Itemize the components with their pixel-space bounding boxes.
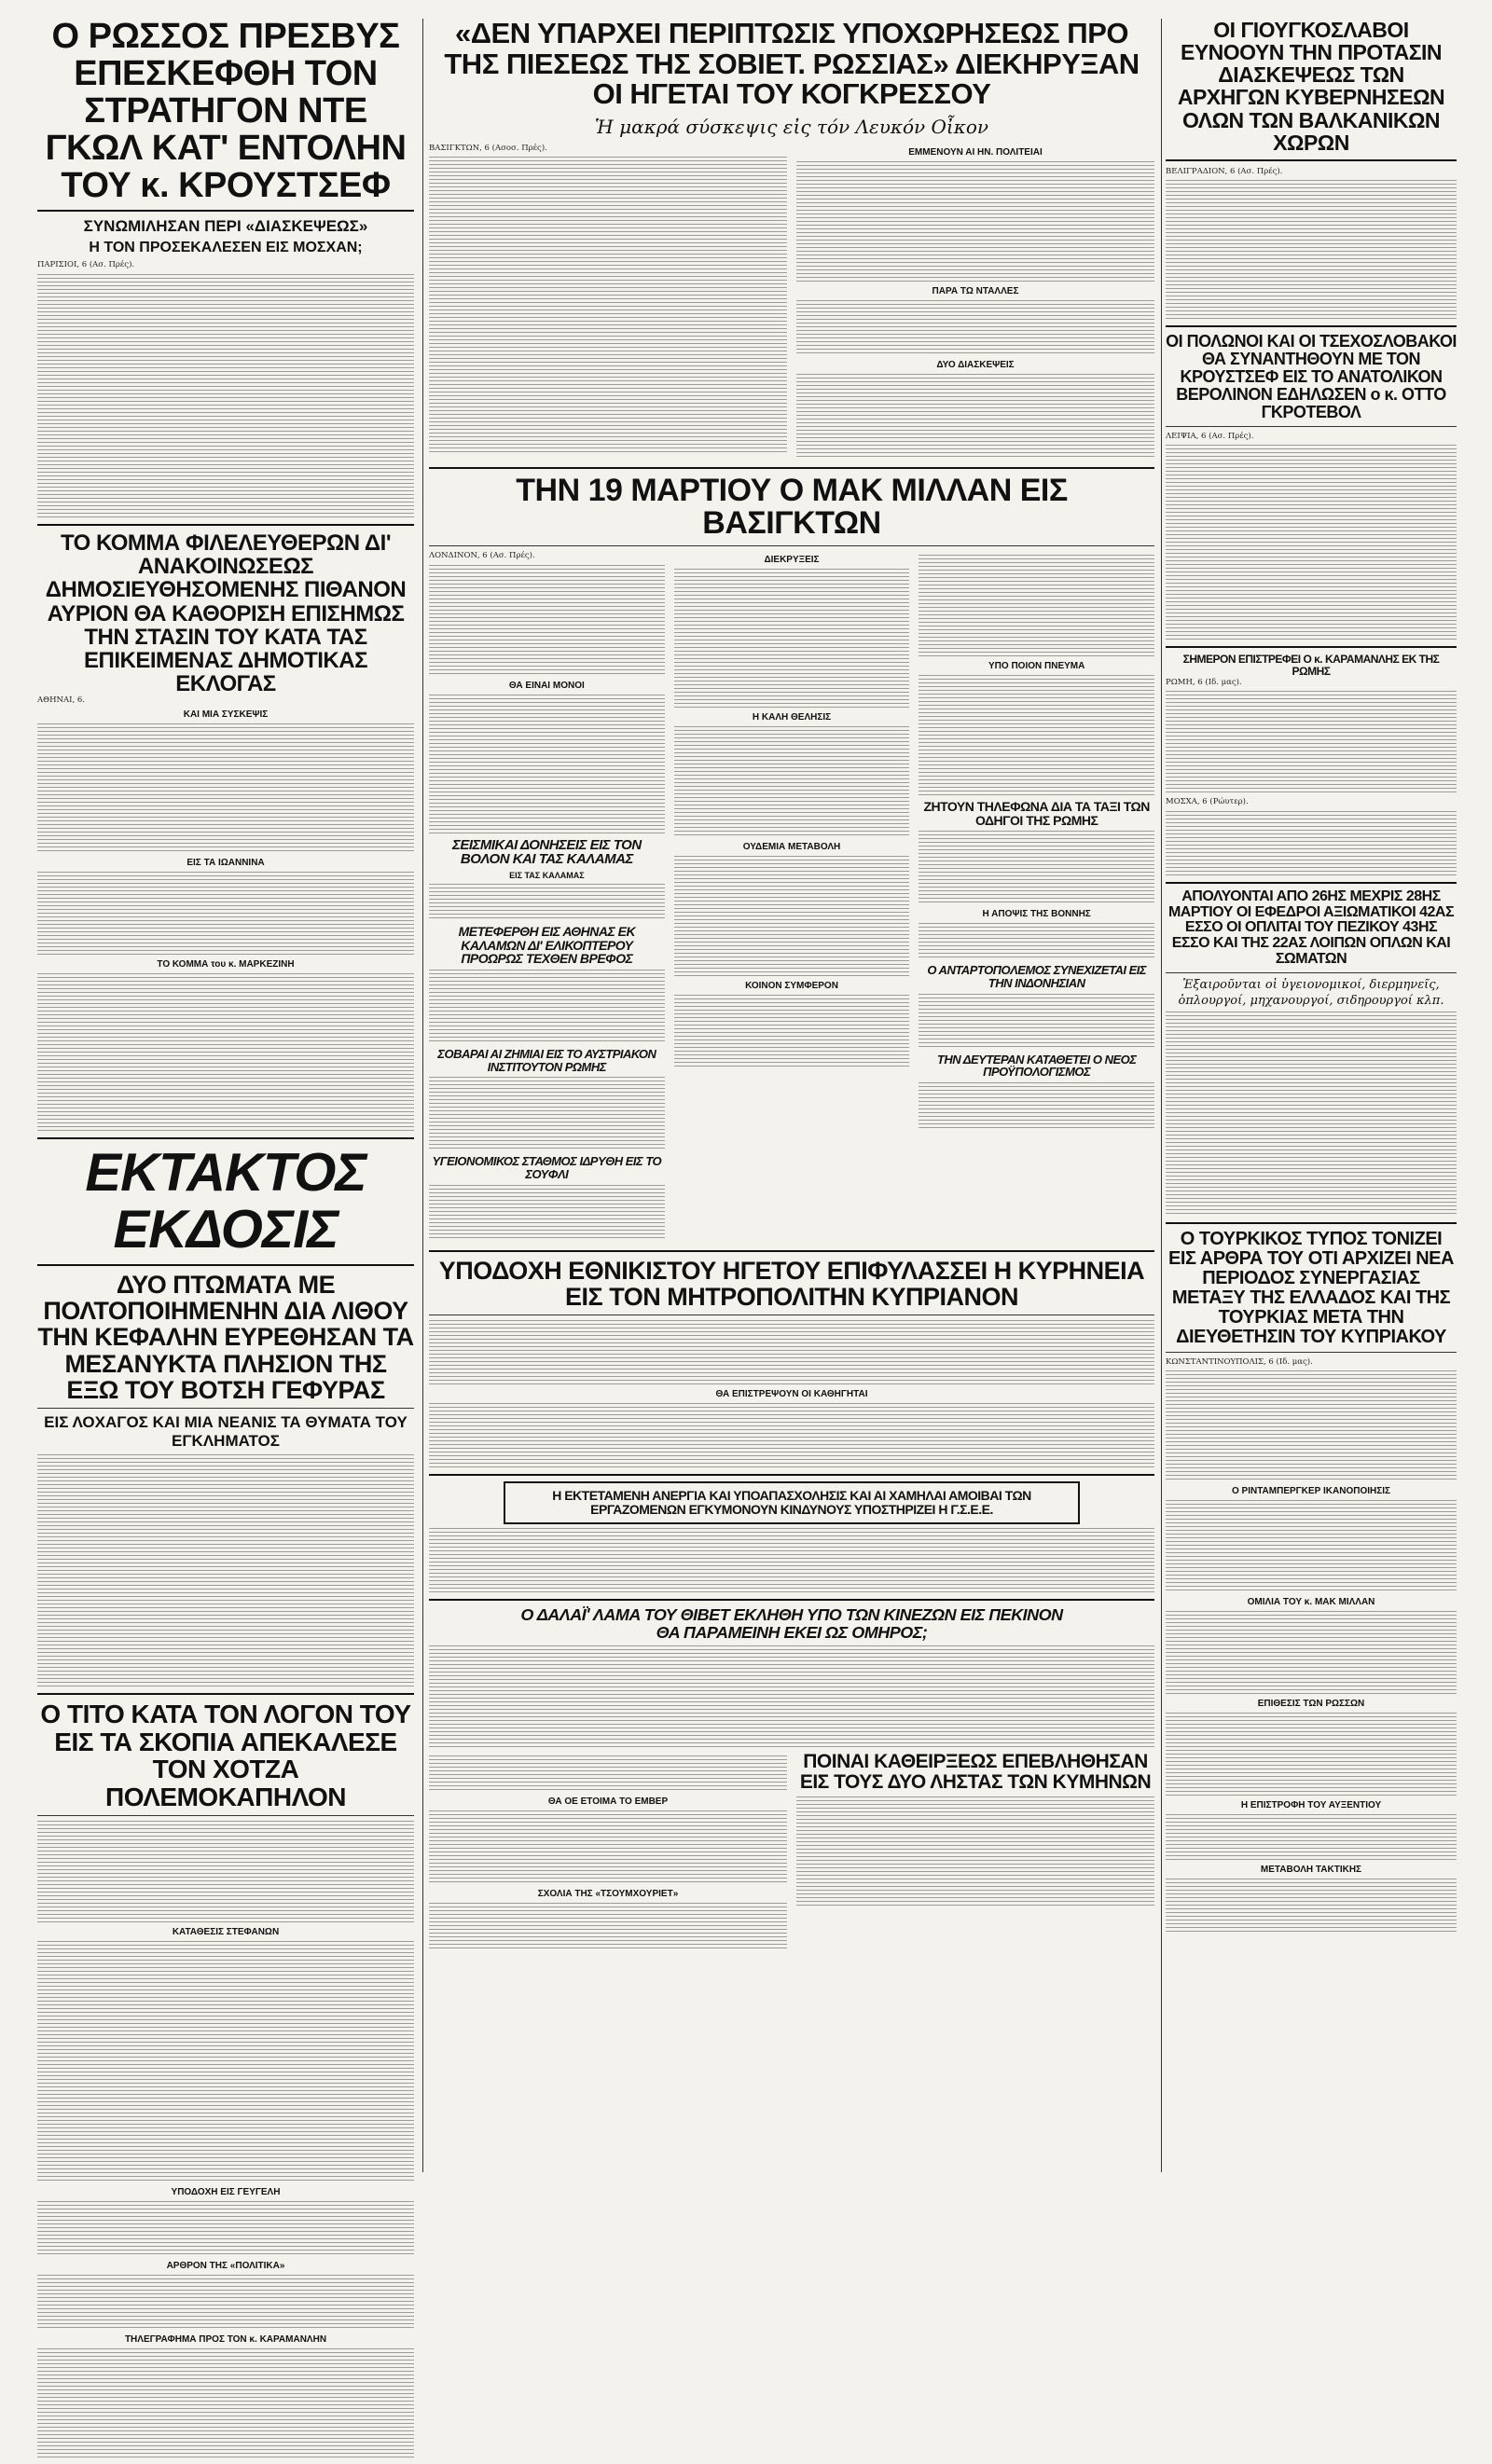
- dateline-washington: ΒΑΣΙΓΚΤΩΝ, 6 (Ασοσ. Πρές).: [429, 143, 547, 153]
- article-body-text: [1166, 180, 1457, 320]
- section-afxentiou: Η ΕΠΙΣΤΡΟΦΗ ΤΟΥ ΑΥΞΕΝΤΙΟΥ: [1240, 1800, 1382, 1811]
- section-russian-attack: ΕΠΙΘΕΣΙΣ ΤΩΝ ΡΩΣΣΩΝ: [1257, 1699, 1365, 1710]
- article-body-text: [919, 923, 1154, 960]
- left-column: [37, 19, 414, 2464]
- dateline-moscow: ΜΟΣΧΑ, 6 (Ρώυτερ).: [1166, 797, 1249, 807]
- section-gevgelija: ΥΠΟΔΟΧΗ ΕΙΣ ΓΕΥΓΕΛΗ: [171, 2187, 281, 2198]
- article-body-text: [429, 1810, 787, 1885]
- subheadline-exceptions-2: ὁπλουργοί, μηχανουργοί, σιδηρουργοί κλπ.: [1178, 993, 1444, 1008]
- section-two-conferences: ΔΥΟ ΔΙΑΣΚΕΨΕΙΣ: [936, 359, 1015, 370]
- article-body-text: [429, 1645, 1154, 1748]
- dateline-leipzig: ΛΕΙΨΙΑ, 6 (Ασ. Πρές).: [1166, 431, 1254, 441]
- article-body-text: [1166, 1611, 1457, 1695]
- headline-russian-ambassador: Ο ΡΩΣΣΟΣ ΠΡΕΣΒΥΣ ΕΠΕΣΚΕΦΘΗ ΤΟΝ ΣΤΡΑΤΗΓΟΝ ΝΤΕ ΓΚΩΛ ΚΑΤ' ΕΝΤΟΛΗΝ ΤΟΥ κ. ΚΡΟΥΣΤΣΕΦ: [45, 17, 407, 205]
- section-cumhuriyet: ΣΧΟΛΙΑ ΤΗΣ «ΤΣΟΥΜΧΟΥΡΙΕΤ»: [537, 1888, 679, 1899]
- headline-two-bodies: ΔΥΟ ΠΤΩΜΑΤΑ ΜΕ ΠΟΛΤΟΠΟΙΗΜΕΝΗΝ ΔΙΑ ΛΙΘΟΥ ΤΗΝ ΚΕΦΑΛΗΝ ΕΥΡΕΘΗΣΑΝ ΤΑ ΜΕΣΑΝΥΚΤΑ ΠΛΗΣΙΟΝ ΤΗΣ ΕΞΩ ΤΟΥ ΒΟΤΣΗ ΓΕΦΥΡΑΣ: [37, 1270, 414, 1405]
- article-body-text: [1166, 445, 1457, 640]
- article-body-text: [429, 970, 665, 1044]
- headline-turkish-press: Ο ΤΟΥΡΚΙΚΟΣ ΤΥΠΟΣ ΤΟΝΙΖΕΙ ΕΙΣ ΑΡΘΡΑ ΤΟΥ ΟΤΙ ΑΡΧΙΖΕΙ ΝΕΑ ΠΕΡΙΟΔΟΣ ΣΥΝΕΡΓΑΣΙΑΣ ΜΕΤΑΞΥ ΤΗΣ ΕΛΛΑΔΟΣ ΚΑΙ ΤΗΣ ΤΟΥΡΚΙΑΣ ΜΕΤΑ ΤΗΝ ΔΙΕΥΘΕΤΗΣΙΝ ΤΟΥ ΚΥΠΡΙΑΚΟΥ: [1168, 1228, 1454, 1347]
- article-body-text: [37, 973, 414, 1132]
- dateline-athens: ΑΘΗΝΑΙ, 6.: [37, 695, 85, 706]
- article-body-text: [796, 300, 1154, 356]
- article-body-text: [429, 1528, 1154, 1593]
- headline-robbers-sentenced: ΠΟΙΝΑΙ ΚΑΘΕΙΡΞΕΩΣ ΕΠΕΒΛΗΘΗΣΑΝ ΕΙΣ ΤΟΥΣ ΔΥΟ ΛΗΣΤΑΣ ΤΩΝ ΚΥΜΗΝΩΝ: [799, 1750, 1152, 1793]
- article-body-text: [429, 1403, 1154, 1468]
- headline-earthquakes: ΣΕΙΣΜΙΚΑΙ ΔΟΝΗΣΕΙΣ ΕΙΣ ΤΟΝ ΒΟΛΟΝ ΚΑΙ ΤΑΣ ΚΑΛΑΜΑΣ: [451, 836, 642, 868]
- article-body-text: [919, 555, 1154, 657]
- unemployment-box: [504, 1481, 1080, 1523]
- article-body-text: [919, 675, 1154, 796]
- headline-reservists-discharge: ΑΠΟΛΥΟΝΤΑΙ ΑΠΟ 26ΗΣ ΜΕΧΡΙΣ 28ΗΣ ΜΑΡΤΙΟΥ ΟΙ ΕΦΕΔΡΟΙ ΑΞΙΩΜΑΤΙΚΟΙ 42ΑΣ ΕΣΣΟ ΟΙ ΟΠΛΙΤΑΙ ΤΟΥ ΠΕΖΙΚΟΥ 43ΗΣ ΕΣΣΟ ΚΑΙ ΤΗΣ 22ΑΣ ΛΟΙΠΩΝ ΟΠΛΩΝ ΚΑΙ ΣΩΜΑΤΩΝ: [1167, 888, 1455, 968]
- article-body-text: [37, 872, 414, 956]
- section-ready-ember: ΘΑ ΟΕ ΕΤΟΙΜΑ ΤΟ ΕΜΒΕΡ: [547, 1796, 669, 1807]
- dateline-constantinople: ΚΩΝΣΤΑΝΤΙΝΟΥΠΟΛΙΣ, 6 (Ιδ. μας).: [1166, 1356, 1313, 1367]
- article-body-text: [37, 723, 414, 854]
- subheadline-white-house: Ἡ μακρά σύσκεψις εἰς τόν Λευκόν Οἶκον: [594, 115, 989, 138]
- section-tactics-change: ΜΕΤΑΒΟΛΗ ΤΑΚΤΙΚΗΣ: [1260, 1865, 1362, 1876]
- section-professors-return: ΘΑ ΕΠΙΣΤΡΕΨΟΥΝ ΟΙ ΚΑΘΗΓΗΤΑΙ: [715, 1389, 868, 1400]
- article-body-text: [429, 1320, 1154, 1385]
- section-no-change: ΟΥΔΕΜΙΑ ΜΕΤΑΒΟΛΗ: [742, 842, 841, 853]
- section-meeting: ΚΑΙ ΜΙΑ ΣΥΣΚΕΨΙΣ: [183, 709, 269, 720]
- article-body-text: [796, 374, 1154, 458]
- article-body-text: [429, 1185, 665, 1241]
- headline-austrian-institute: ΣΟΒΑΡΑΙ ΑΙ ΖΗΜΙΑΙ ΕΙΣ ΤΟ ΑΥΣΤΡΙΑΚΟΝ ΙΝΣΤΙΤΟΥΤΟΝ ΡΩΜΗΣ: [437, 1047, 656, 1074]
- headline-no-retreat: «ΔΕΝ ΥΠΑΡΧΕΙ ΠΕΡΙΠΤΩΣΙΣ ΥΠΟΧΩΡΗΣΕΩΣ ΠΡΟ ΤΗΣ ΠΙΕΣΕΩΣ ΤΗΣ ΣΟΒΙΕΤ. ΡΩΣΣΙΑΣ» ΔΙΕΚΗΡΥΞΑΝ ΟΙ ΗΓΕΤΑΙ ΤΟΥ ΚΟΓΚΡΕΣΣΟΥ: [444, 17, 1140, 111]
- headline-poles-czechs: ΟΙ ΠΟΛΩΝΟΙ ΚΑΙ ΟΙ ΤΣΕΧΟΣΛΟΒΑΚΟΙ ΘΑ ΣΥΝΑΝΤΗΘΟΥΝ ΜΕ ΤΟΝ ΚΡΟΥΣΤΣΕΦ ΕΙΣ ΤΟ ΑΝΑΤΟΛΙΚΟΝ ΒΕΡΟΛΙΝΟΝ ΕΔΗΛΩΣΕΝ ο κ. ΟΤΤΟ ΓΚΡΟΤΕΒΟΛ: [1166, 332, 1457, 421]
- headline-liberal-party: ΤΟ ΚΟΜΜΑ ΦΙΛΕΛΕΥΘΕΡΩΝ ΔΙ' ΑΝΑΚΟΙΝΩΣΕΩΣ ΔΗΜΟΣΙΕΥΘΗΣΟΜΕΝΗΣ ΠΙΘΑΝΟΝ ΑΥΡΙΟΝ ΘΑ ΚΑΘΟΡΙΣΗ ΕΠΙΣΗΜΩΣ ΤΗΝ ΣΤΑΣΙΝ ΤΟΥ ΚΑΤΑ ΤΑΣ ΕΠΙΚΕΙΜΕΝΑΣ ΔΗΜΟΤΙΚΑΣ ΕΚΛΟΓΑΣ: [45, 530, 407, 697]
- headline-karamanlis-return: ΣΗΜΕΡΟΝ ΕΠΙΣΤΡΕΦΕΙ Ο κ. ΚΑΡΑΜΑΝΛΗΣ ΕΚ ΤΗΣ ΡΩΜΗΣ: [1182, 653, 1440, 679]
- article-body-text: [37, 1821, 414, 1923]
- right-column: [1166, 19, 1457, 1938]
- article-body-text: [919, 994, 1154, 1050]
- article-body-text: [919, 831, 1154, 905]
- headline-rome-taxi: ΖΗΤΟΥΝ ΤΗΛΕΦΩΝΑ ΔΙΑ ΤΑ ΤΑΞΙ ΤΩΝ ΟΔΗΓΟΙ ΤΗΣ ΡΩΜΗΣ: [923, 799, 1150, 828]
- article-body-text: [429, 1077, 665, 1151]
- dateline-london: ΛΟΝΔΙΝΟΝ, 6 (Ασ. Πρές).: [429, 551, 535, 561]
- section-dulles: ΠΑΡΑ ΤΩ ΝΤΑΛΛΕΣ: [932, 285, 1019, 296]
- article-body-text: [674, 995, 910, 1069]
- headline-budget: ΤΗΝ ΔΕΥΤΕΡΑΝ ΚΑΤΑΘΕΤΕΙ Ο ΝΕΟΣ ΠΡΟΫΠΟΛΟΓΙΣΜΟΣ: [936, 1052, 1137, 1080]
- article-body-text: [1166, 1370, 1457, 1482]
- headline-unemployment: Η ΕΚΤΕΤΑΜΕΝΗ ΑΝΕΡΓΙΑ ΚΑΙ ΥΠΟΑΠΑΣΧΟΛΗΣΙΣ ΚΑΙ ΑΙ ΧΑΜΗΛΑΙ ΑΜΟΙΒΑΙ ΤΩΝ ΕΡΓΑΖΟΜΕΝΩΝ ΕΓΚΥΜΟΝΟΥΝ ΚΙΝΔΥΝΟΥΣ ΥΠΟΣΤΗΡΙΖΕΙ Η Γ.Σ.Ε.Ε.: [552, 1488, 1031, 1518]
- article-body-text: [1166, 811, 1457, 876]
- section-politika-article: ΑΡΘΡΟΝ ΤΗΣ «ΠΟΛΙΤΙΚΑ»: [166, 2261, 285, 2272]
- article-body-text: [1166, 691, 1457, 793]
- subheadline-invitation: Η ΤΟΝ ΠΡΟΣΕΚΑΛΕΣΕΝ ΕΙΣ ΜΟΣΧΑΝ;: [89, 240, 363, 256]
- section-good-will: Η ΚΑΛΗ ΘΕΛΗΣΙΣ: [752, 712, 832, 723]
- dateline-paris: ΠΑΡΙΣΙΟΙ, 6 (Ασ. Πρές).: [37, 260, 135, 270]
- extra-edition-banner: ΕΚΤΑΚΤΟΣ ΕΚΔΟΣΙΣ: [85, 1141, 366, 1260]
- article-body-text: [37, 1941, 414, 2183]
- column-divider: [1161, 19, 1162, 2172]
- article-body-text: [674, 726, 910, 838]
- section-clarifications: ΔΙΕΚΡΥΞΕΙΣ: [764, 555, 820, 566]
- article-body-text: [429, 1755, 787, 1793]
- section-telegram: ΤΗΛΕΓΡΑΦΗΜΑ ΠΡΟΣ ΤΟΝ κ. ΚΑΡΑΜΑΝΛΗΝ: [124, 2334, 327, 2346]
- subheadline-conversation: ΣΥΝΩΜΙΛΗΣΑΝ ΠΕΡΙ «ΔΙΑΣΚΕΨΕΩΣ»: [83, 217, 368, 236]
- section-spirit: ΥΠΟ ΠΟΙΟΝ ΠΝΕΥΜΑ: [988, 661, 1085, 672]
- article-body-text: [37, 2348, 414, 2460]
- section-common-interest: ΚΟΙΝΟΝ ΣΥΜΦΕΡΟΝ: [745, 981, 838, 992]
- article-body-text: [796, 1796, 1154, 1908]
- article-body-text: [1166, 1500, 1457, 1593]
- article-body-text: [37, 2275, 414, 2331]
- column-divider: [422, 19, 423, 2172]
- dateline-rome: ΡΩΜΗ, 6 (Ιδ. μας).: [1166, 677, 1242, 687]
- section-us-insist: ΕΜΜΕΝΟΥΝ ΑΙ ΗΝ. ΠΟΛΙΤΕΙΑΙ: [908, 146, 1043, 158]
- article-body-text: [429, 157, 787, 455]
- section-kalamata: ΕΙΣ ΤΑΣ ΚΑΛΑΜΑΣ: [509, 871, 585, 881]
- headline-tito-speech: Ο ΤΙΤΟ ΚΑΤΑ ΤΟΝ ΛΟΓΟΝ ΤΟΥ ΕΙΣ ΤΑ ΣΚΟΠΙΑ ΑΠΕΚΑΛΕΣΕ ΤΟΝ ΧΟΤΖΑ ΠΟΛΕΜΟΚΑΠΗΛΟΝ: [40, 1700, 411, 1811]
- dateline-belgrade: ΒΕΛΙΓΡΑΔΙΟΝ, 6 (Ασ. Πρές).: [1166, 166, 1283, 176]
- article-body-text: [429, 884, 665, 921]
- article-body-text: [674, 569, 910, 709]
- article-body-text: [919, 1082, 1154, 1129]
- subheadline-hostage: ΘΑ ΠΑΡΑΜΕΙΝΗ ΕΚΕΙ ΩΣ ΟΜΗΡΟΣ;: [656, 1622, 928, 1642]
- headline-macmillan-washington: ΤΗΝ 19 ΜΑΡΤΙΟΥ Ο ΜΑΚ ΜΙΛΛΑΝ ΕΙΣ ΒΑΣΙΓΚΤΩΝ: [516, 472, 1068, 542]
- section-macmillan-speech: ΟΜΙΛΙΑ ΤΟΥ κ. ΜΑΚ ΜΙΛΛΑΝ: [1247, 1597, 1375, 1608]
- subheadline-victims: ΕΙΣ ΛΟΧΑΓΟΣ ΚΑΙ ΜΙΑ ΝΕΑΝΙΣ ΤΑ ΘΥΜΑΤΑ ΤΟΥ ΕΓΚΛΗΜΑΤΟΣ: [44, 1413, 408, 1451]
- article-body-text: [37, 1454, 414, 1687]
- subheadline-exceptions-1: Ἐξαιροῦνται οἱ ὑγειονομικοί, διερμηνεῖς,: [1182, 977, 1440, 992]
- headline-helicopter-baby: ΜΕΤΕΦΕΡΘΗ ΕΙΣ ΑΘΗΝΑΣ ΕΚ ΚΑΛΑΜΩΝ ΔΙ' ΕΛΙΚΟΠΤΕΡΟΥ ΠΡΟΩΡΩΣ ΤΕΧΘΕΝ ΒΡΕΦΟΣ: [458, 924, 636, 967]
- section-alone: ΘΑ ΕΙΝΑΙ ΜΟΝΟΙ: [508, 680, 585, 691]
- article-body-text: [1166, 1713, 1457, 1796]
- section-ridaberger: Ο ΡΙΝΤΑΜΠΕΡΓΚΕΡ ΙΚΑΝΟΠΟΙΗΣΙΣ: [1231, 1486, 1391, 1497]
- headline-indonesia-guerrilla: Ο ΑΝΤΑΡΤΟΠΟΛΕΜΟΣ ΣΥΝΕΧΙΖΕΤΑΙ ΕΙΣ ΤΗΝ ΙΝΔΟΝΗΣΙΑΝ: [927, 963, 1147, 991]
- section-ioannina: ΕΙΣ ΤΑ ΙΩΑΝΝΙΝΑ: [186, 857, 265, 868]
- middle-column: [429, 19, 1154, 1953]
- article-body-text: [796, 161, 1154, 282]
- article-body-text: [429, 565, 665, 677]
- article-body-text: [1166, 1012, 1457, 1217]
- article-body-text: [429, 695, 665, 834]
- article-body-text: [37, 274, 414, 518]
- article-body-text: [429, 1903, 787, 1949]
- article-body-text: [1166, 1814, 1457, 1861]
- headline-health-station: ΥΓΕΙΟΝΟΜΙΚΟΣ ΣΤΑΘΜΟΣ ΙΔΡΥΘΗ ΕΙΣ ΤΟ ΣΟΥΦΛΙ: [432, 1154, 662, 1182]
- section-markezinis-party: ΤΟ ΚΟΜΜΑ του κ. ΜΑΡΚΕΖΙΝΗ: [157, 958, 295, 970]
- article-body-text: [1166, 1879, 1457, 1934]
- article-body-text: [674, 856, 910, 977]
- section-wreaths: ΚΑΤΑΘΕΣΙΣ ΣΤΕΦΑΝΩΝ: [172, 1927, 280, 1938]
- section-bonn-view: Η ΑΠΟΨΙΣ ΤΗΣ ΒΟΝΝΗΣ: [982, 909, 1091, 920]
- headline-kyrenia-reception: ΥΠΟΔΟΧΗ ΕΘΝΙΚΙΣΤΟΥ ΗΓΕΤΟΥ ΕΠΙΦΥΛΑΣΣΕΙ Η ΚΥΡΗΝΕΙΑ ΕΙΣ ΤΟΝ ΜΗΤΡΟΠΟΛΙΤΗΝ ΚΥΠΡΙΑΝΟΝ: [438, 1256, 1145, 1312]
- article-body-text: [37, 2201, 414, 2257]
- headline-yugoslav-proposal: ΟΙ ΓΙΟΥΓΚΟΣΛΑΒΟΙ ΕΥΝΟΟΥΝ ΤΗΝ ΠΡΟΤΑΣΙΝ ΔΙΑΣΚΕΨΕΩΣ ΤΩΝ ΑΡΧΗΓΩΝ ΚΥΒΕΡΝΗΣΕΩΝ ΟΛΩΝ ΤΩΝ ΒΑΛΚΑΝΙΚΩΝ ΧΩΡΩΝ: [1177, 18, 1445, 155]
- headline-dalai-lama: Ο ΔΑΛΑΪ' ΛΑΜΑ ΤΟΥ ΘΙΒΕΤ ΕΚΛΗΘΗ ΥΠΟ ΤΩΝ ΚΙΝΕΖΩΝ ΕΙΣ ΠΕΚΙΝΟΝ: [520, 1604, 1063, 1624]
